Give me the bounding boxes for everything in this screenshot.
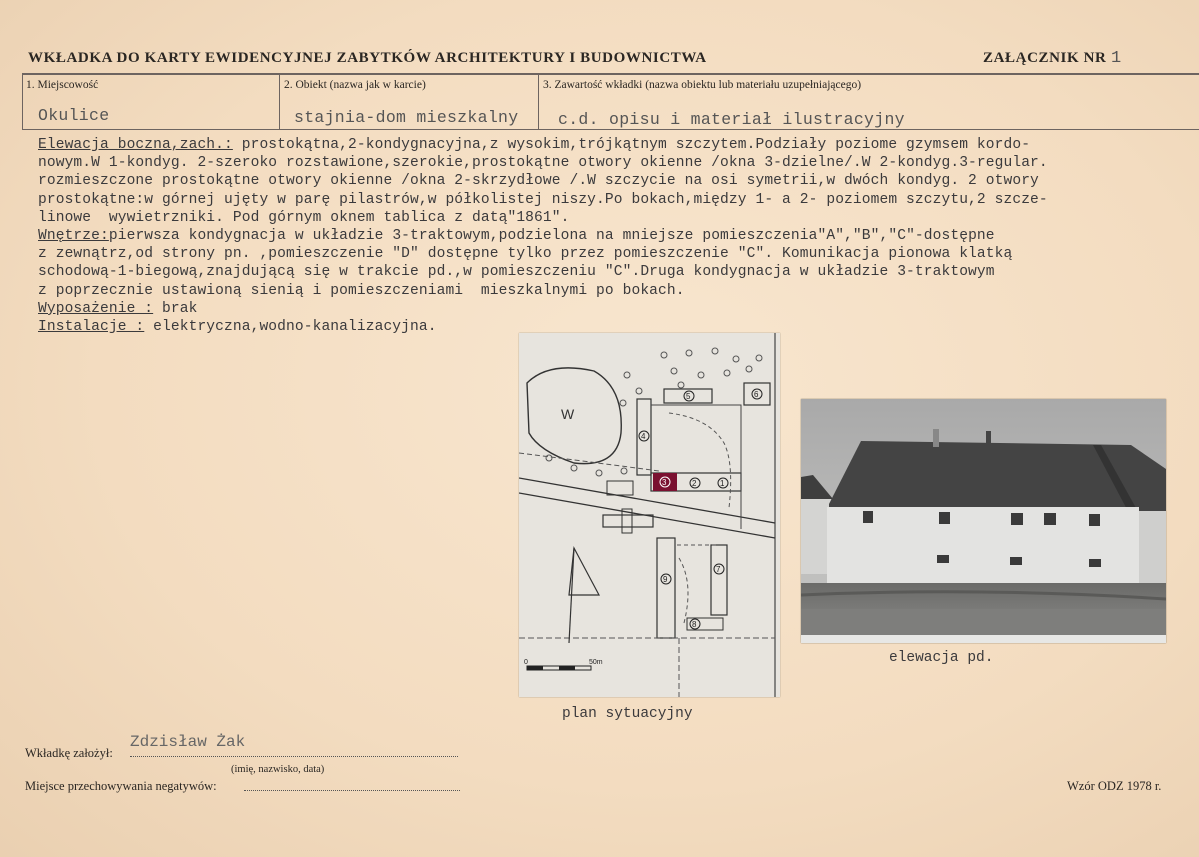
object-label: 2. Obiekt (nazwa jak w karcie) bbox=[284, 79, 426, 91]
description-text bbox=[38, 136, 1198, 336]
left-border bbox=[22, 73, 23, 130]
scale-end: 50m bbox=[589, 659, 603, 666]
interior-heading: Wnętrze: bbox=[38, 228, 109, 245]
bldg-num-9: 9 bbox=[663, 575, 668, 584]
author-label: Wkładkę założył: bbox=[25, 746, 113, 760]
elevation-heading: Elewacja boczna,zach.: bbox=[38, 137, 233, 153]
site-plan-image bbox=[519, 333, 780, 697]
interior-line-3: schodową-1-biegową,znajdującą się w trakcie pd.,w pomieszczeniu "C".Druga kondygnacja w układzie 3-traktowym bbox=[38, 264, 995, 281]
installations-value: elektryczna,wodno-kanalizacyjna. bbox=[144, 319, 437, 336]
photo-caption: elewacja pd. bbox=[889, 650, 994, 666]
card-title: WKŁADKA DO KARTY EWIDENCYJNEJ ZABYTKÓW ARCHITEKTURY I BUDOWNICTWA bbox=[28, 50, 707, 66]
interior-line-1: pierwsza kondygnacja w układzie 3-traktowym,podzielona na mniejsze pomieszczenia"A","B","C"-dostępne bbox=[108, 228, 995, 245]
author-value: Zdzisław Żak bbox=[130, 733, 246, 751]
pond-label: W bbox=[561, 406, 575, 422]
bldg-num-8: 8 bbox=[692, 620, 697, 629]
content-value: c.d. opisu i materiał ilustracyjny bbox=[558, 110, 905, 129]
equipment-heading: Wyposażenie : bbox=[38, 300, 154, 317]
installations-heading: Instalacje : bbox=[38, 319, 145, 336]
locality-label: 1. Miejscowość bbox=[26, 79, 99, 91]
field-divider-1 bbox=[279, 73, 280, 130]
author-dotted-line bbox=[130, 756, 458, 757]
annex-number: 1 bbox=[1111, 49, 1122, 68]
elevation-line-3: rozmieszczone prostokątne otwory okienne /okna 2-skrzydłowe /.W szczycie na osi symetrii,w dwóch kondyg. 2 otwory bbox=[38, 173, 1039, 190]
elevation-line-5: linowe wywietrzniki. Pod górnym oknem tablica z datą"1861". bbox=[38, 209, 570, 226]
scale-zero: 0 bbox=[524, 659, 528, 666]
elevation-line-1: prostokątna,2-kondygnacyjna,z wysokim,trójkątnym szczytem.Podziały poziome gzymsem kordo- bbox=[232, 137, 1031, 153]
bldg-num-4: 4 bbox=[641, 432, 646, 441]
bldg-num-3: 3 bbox=[662, 478, 667, 487]
interior-line-2: z zewnątrz,od strony pn. ,pomieszczenie "D" dostępne tylko przez pomieszczenie "C". Komunikacja pionowa klatką bbox=[38, 246, 1013, 263]
content-label: 3. Zawartość wkładki (nazwa obiektu lub materiału uzupełniającego) bbox=[543, 79, 862, 91]
bldg-num-1: 1 bbox=[720, 479, 725, 488]
bldg-num-5: 5 bbox=[686, 392, 691, 401]
bldg-num-2: 2 bbox=[692, 479, 697, 488]
field-divider-2 bbox=[538, 73, 539, 130]
building-photo bbox=[801, 399, 1166, 643]
bldg-num-7: 7 bbox=[716, 565, 721, 574]
site-plan-drawing bbox=[519, 333, 780, 697]
object-value: stajnia-dom mieszkalny bbox=[294, 108, 519, 127]
form-label: Wzór ODZ 1978 r. bbox=[1067, 779, 1162, 793]
top-rule bbox=[22, 73, 1199, 75]
building-photo-drawing bbox=[801, 399, 1166, 643]
elevation-line-4: prostokątne:w górnej ujęty w parę pilastrów,w półkolistej niszy.Po bokach,między 1- a 2- poziomem szczytu,2 szcze- bbox=[38, 191, 1048, 208]
negatives-dotted-line bbox=[244, 790, 460, 791]
author-hint: (imię, nazwisko, data) bbox=[231, 764, 325, 775]
equipment-value: brak bbox=[153, 300, 198, 317]
negatives-label: Miejsce przechowywania negatywów: bbox=[25, 779, 217, 793]
bldg-num-6: 6 bbox=[754, 390, 759, 399]
field-bottom-rule bbox=[22, 129, 1199, 130]
interior-line-4: z poprzecznie ustawioną sienią i pomieszczeniami mieszkalnymi po bokach. bbox=[38, 282, 685, 299]
locality-value: Okulice bbox=[38, 106, 110, 125]
plan-caption: plan sytuacyjny bbox=[562, 706, 693, 722]
annex-label: ZAŁĄCZNIK NR bbox=[983, 50, 1107, 66]
elevation-line-2: nowym.W 1-kondyg. 2-szeroko rozstawione,szerokie,prostokątne otwory okienne /okna 3-dzielne/.W 2-kondyg.3-regular. bbox=[38, 155, 1048, 172]
